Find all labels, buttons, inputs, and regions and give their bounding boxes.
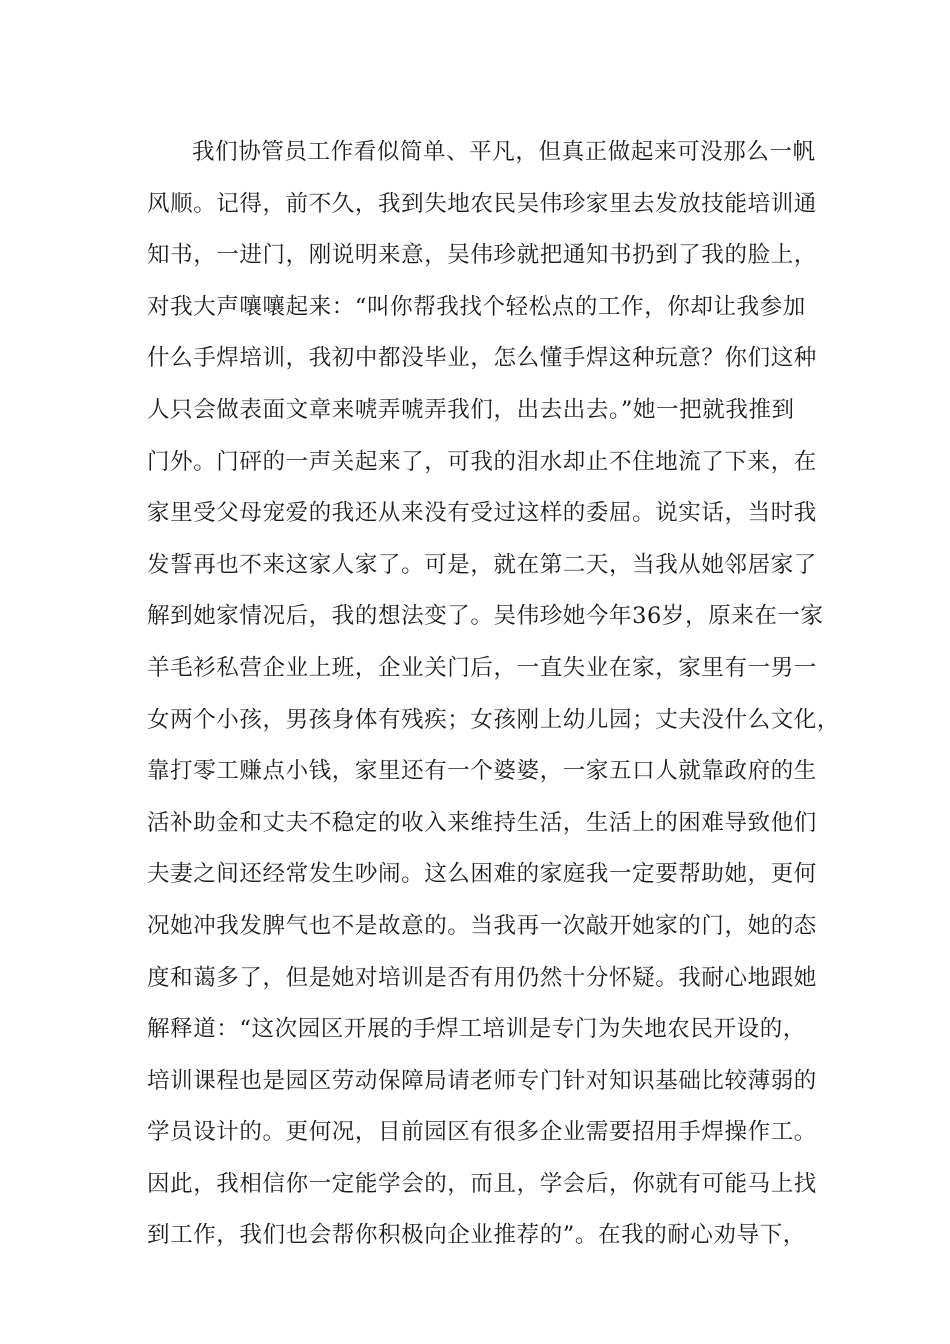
text-line: 度和蔼多了，但是她对培训是否有用仍然十分怀疑。我耐心地跟她 (147, 964, 817, 991)
text-line: 夫妻之间还经常发生吵闹。这么困难的家庭我一定要帮助她，更何 (147, 861, 817, 888)
text-line: 什么手焊培训，我初中都没毕业，怎么懂手焊这种玩意？你们这种 (147, 345, 817, 372)
text-line: 家里受父母宠爱的我还从来没有受过这样的委屈。说实话，当时我 (147, 500, 817, 527)
text-line: 对我大声嚷嚷起来：“叫你帮我找个轻松点的工作，你却让我参加 (147, 293, 806, 320)
text-line: 况她冲我发脾气也不是故意的。当我再一次敲开她家的门，她的态 (147, 912, 817, 939)
text-line: 因此，我相信你一定能学会的，而且，学会后，你就有可能马上找 (147, 1170, 817, 1197)
text-line: 解释道：“这次园区开展的手焊工培训是专门为失地农民开设的， (147, 1016, 806, 1043)
text-line: 人只会做表面文章来唬弄唬弄我们，出去出去。”她一把就我推到 (147, 396, 795, 423)
paragraph-body (147, 129, 841, 1264)
text-line: 靠打零工赚点小钱，家里还有一个婆婆，一家五口人就靠政府的生 (147, 758, 817, 785)
text-line: 培训课程也是园区劳动保障局请老师专门针对知识基础比较薄弱的 (147, 1067, 817, 1094)
text-line: 门外。门砰的一声关起来了，可我的泪水却止不住地流了下来，在 (147, 448, 817, 475)
text-line: 学员设计的。更何况，目前园区有很多企业需要招用手焊操作工。 (147, 1119, 817, 1146)
text-line: 知书，一进门，刚说明来意，吴伟珍就把通知书扔到了我的脸上， (147, 242, 817, 269)
text-line: 发誓再也不来这家人家了。可是，就在第二天，当我从她邻居家了 (147, 551, 817, 578)
text-line: 我们协管员工作看似简单、平凡，但真正做起来可没那么一帆 (192, 139, 816, 165)
text-line: 羊毛衫私营企业上班，企业关门后，一直失业在家，家里有一男一 (147, 654, 817, 681)
text-line: 解到她家情况后，我的想法变了。吴伟珍她今年36岁，原来在一家 (147, 603, 824, 630)
text-line: 风顺。记得，前不久，我到失地农民吴伟珍家里去发放技能培训通 (147, 190, 817, 217)
text-line: 到工作，我们也会帮你积极向企业推荐的”。在我的耐心劝导下， (147, 1222, 806, 1249)
text-line: 女两个小孩，男孩身体有残疾；女孩刚上幼儿园；丈夫没什么文化， (147, 706, 841, 733)
text-line: 活补助金和丈夫不稳定的收入来维持生活，生活上的困难导致他们 (147, 809, 817, 836)
